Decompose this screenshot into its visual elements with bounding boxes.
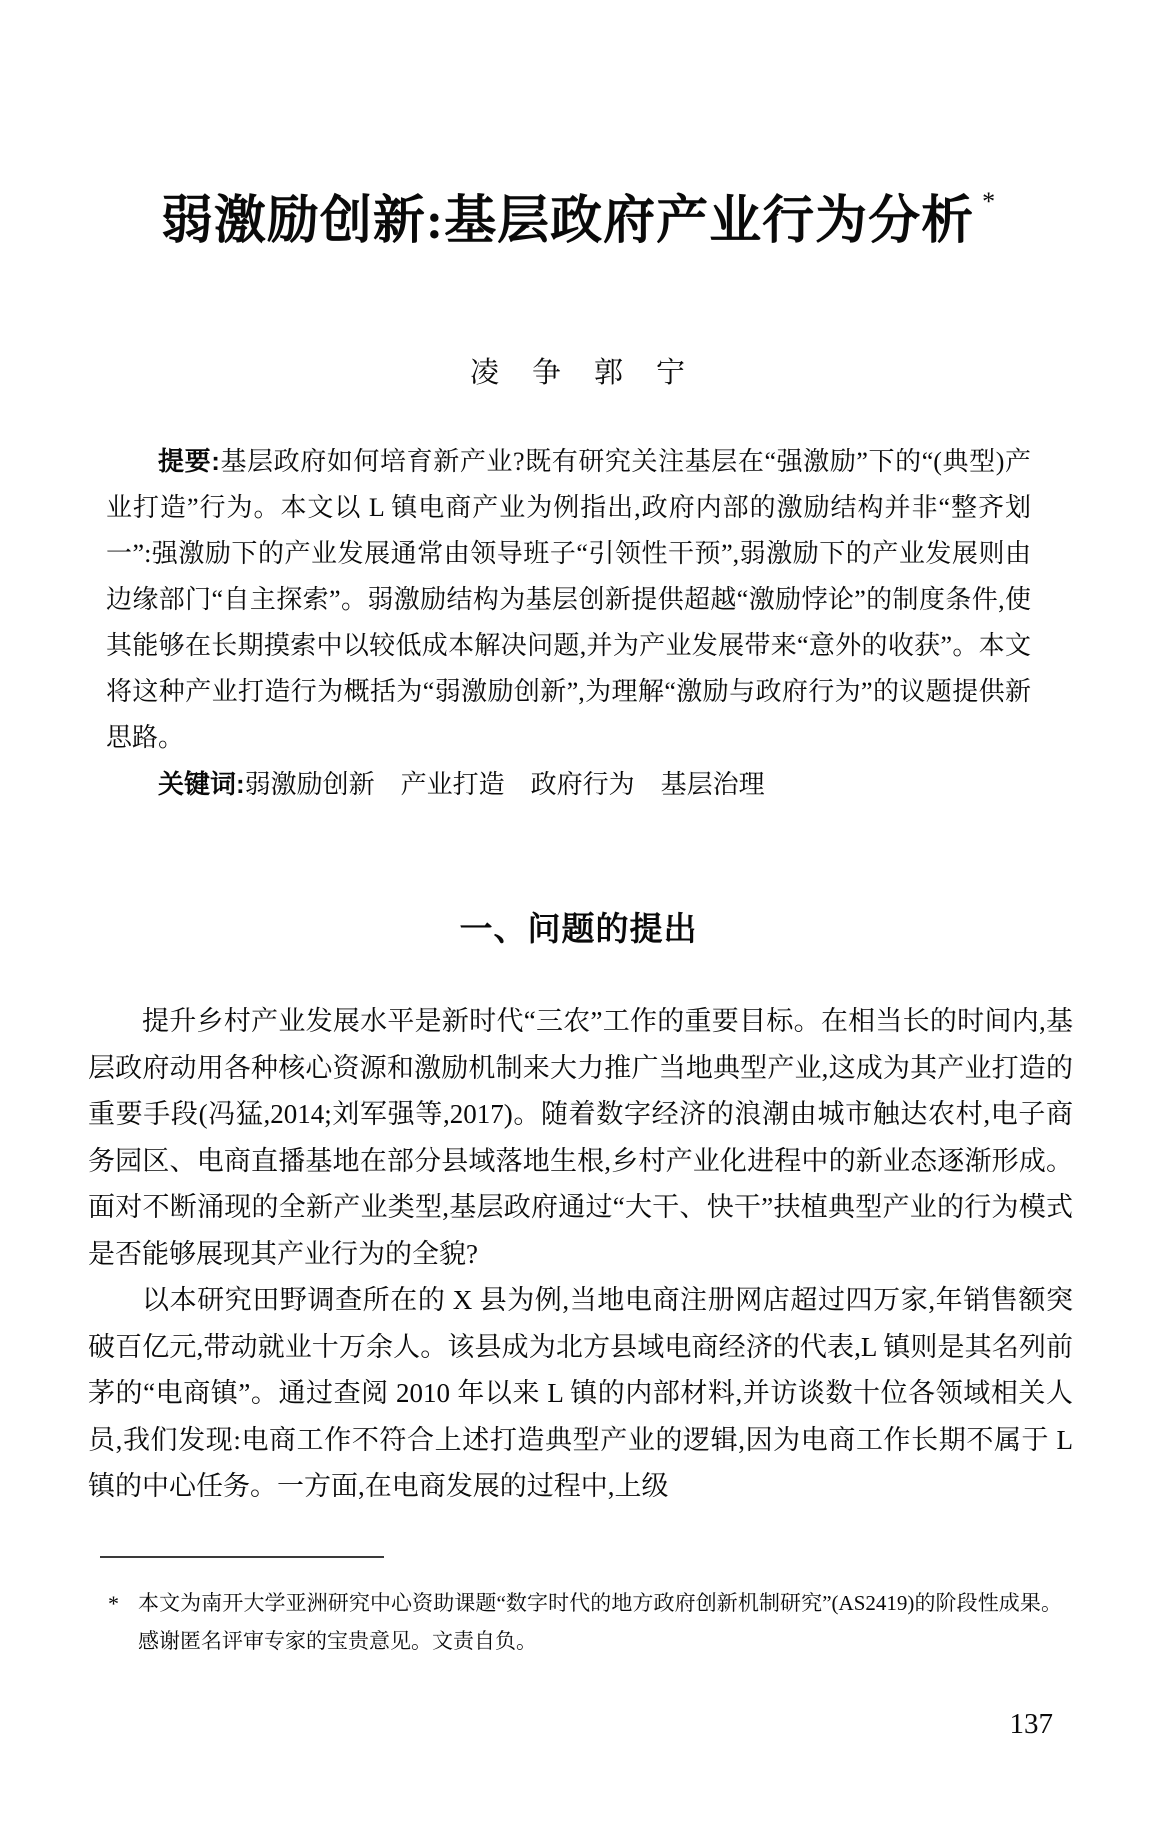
- authors: 凌 争 郭 宁: [469, 357, 687, 389]
- abstract-paragraph: [106, 438, 1031, 761]
- footnote-marker: *: [108, 1591, 119, 1616]
- section-heading: 一、问题的提出: [459, 912, 698, 948]
- keywords-list: 弱激励创新 产业打造 政府行为 基层治理: [244, 770, 765, 799]
- title-footnote-marker: *: [982, 187, 997, 216]
- keywords-line: [106, 761, 1031, 808]
- footnote-text: 本文为南开大学亚洲研究中心资助课题“数字时代的地方政府创新机制研究”(AS2419)的阶段性成果。感谢匿名评审专家的宝贵意见。文责自负。: [138, 1591, 1062, 1653]
- keywords-label: 关键词:: [158, 769, 245, 799]
- footnote: [100, 1584, 1062, 1660]
- footnote-area: [0, 1556, 1157, 1660]
- body-paragraph-1: 提升乡村产业发展水平是新时代“三农”工作的重要目标。在相当长的时间内,基层政府动用各种核心资源和激励机制来大力推广当地典型产业,这成为其产业打造的重要手段(冯猛,2014;刘军强等,2017)。随着数字经济的浪潮由城市触达农村,电子商务园区、电商直播基地在部分县域落地生根,乡村产业化进程中的新业态逐渐形成。面对不断涌现的全新产业类型,基层政府通过“大干、快干”扶植典型产业的行为模式是否能够展现其产业行为的全貌?: [88, 1006, 1073, 1269]
- abstract-label: 提要:: [158, 446, 220, 476]
- paper-title-text: 弱激励创新:基层政府产业行为分析: [160, 193, 975, 250]
- body-paragraph-2: 以本研究田野调查所在的 X 县为例,当地电商注册网店超过四万家,年销售额突破百亿元,带动就业十万余人。该县成为北方县域电商经济的代表,L 镇则是其名列前茅的“电商镇”。通过查阅 2010 年以来 L 镇的内部材料,并访谈数十位各领域相关人员,我们发现:电商工作不符合上述打造典型产业的逻辑,因为电商工作长期不属于 L 镇的中心任务。一方面,在电商发展的过程中,上级: [88, 1285, 1073, 1501]
- page-number: 137: [1009, 1708, 1053, 1740]
- abstract-block: [106, 438, 1031, 808]
- footnote-divider: [100, 1556, 384, 1558]
- paper-title: [0, 178, 1157, 253]
- body-text-block: [88, 998, 1073, 1510]
- abstract-text: 基层政府如何培育新产业?既有研究关注基层在“强激励”下的“(典型)产业打造”行为。本文以 L 镇电商产业为例指出,政府内部的激励结构并非“整齐划一”:强激励下的产业发展通常由领导班子“引领性干预”,弱激励下的产业发展则由边缘部门“自主探索”。弱激励结构为基层创新提供超越“激励悖论”的制度条件,使其能够在长期摸索中以较低成本解决问题,并为产业发展带来“意外的收获”。本文将这种产业打造行为概括为“弱激励创新”,为理解“激励与政府行为”的议题提供新思路。: [106, 447, 1031, 752]
